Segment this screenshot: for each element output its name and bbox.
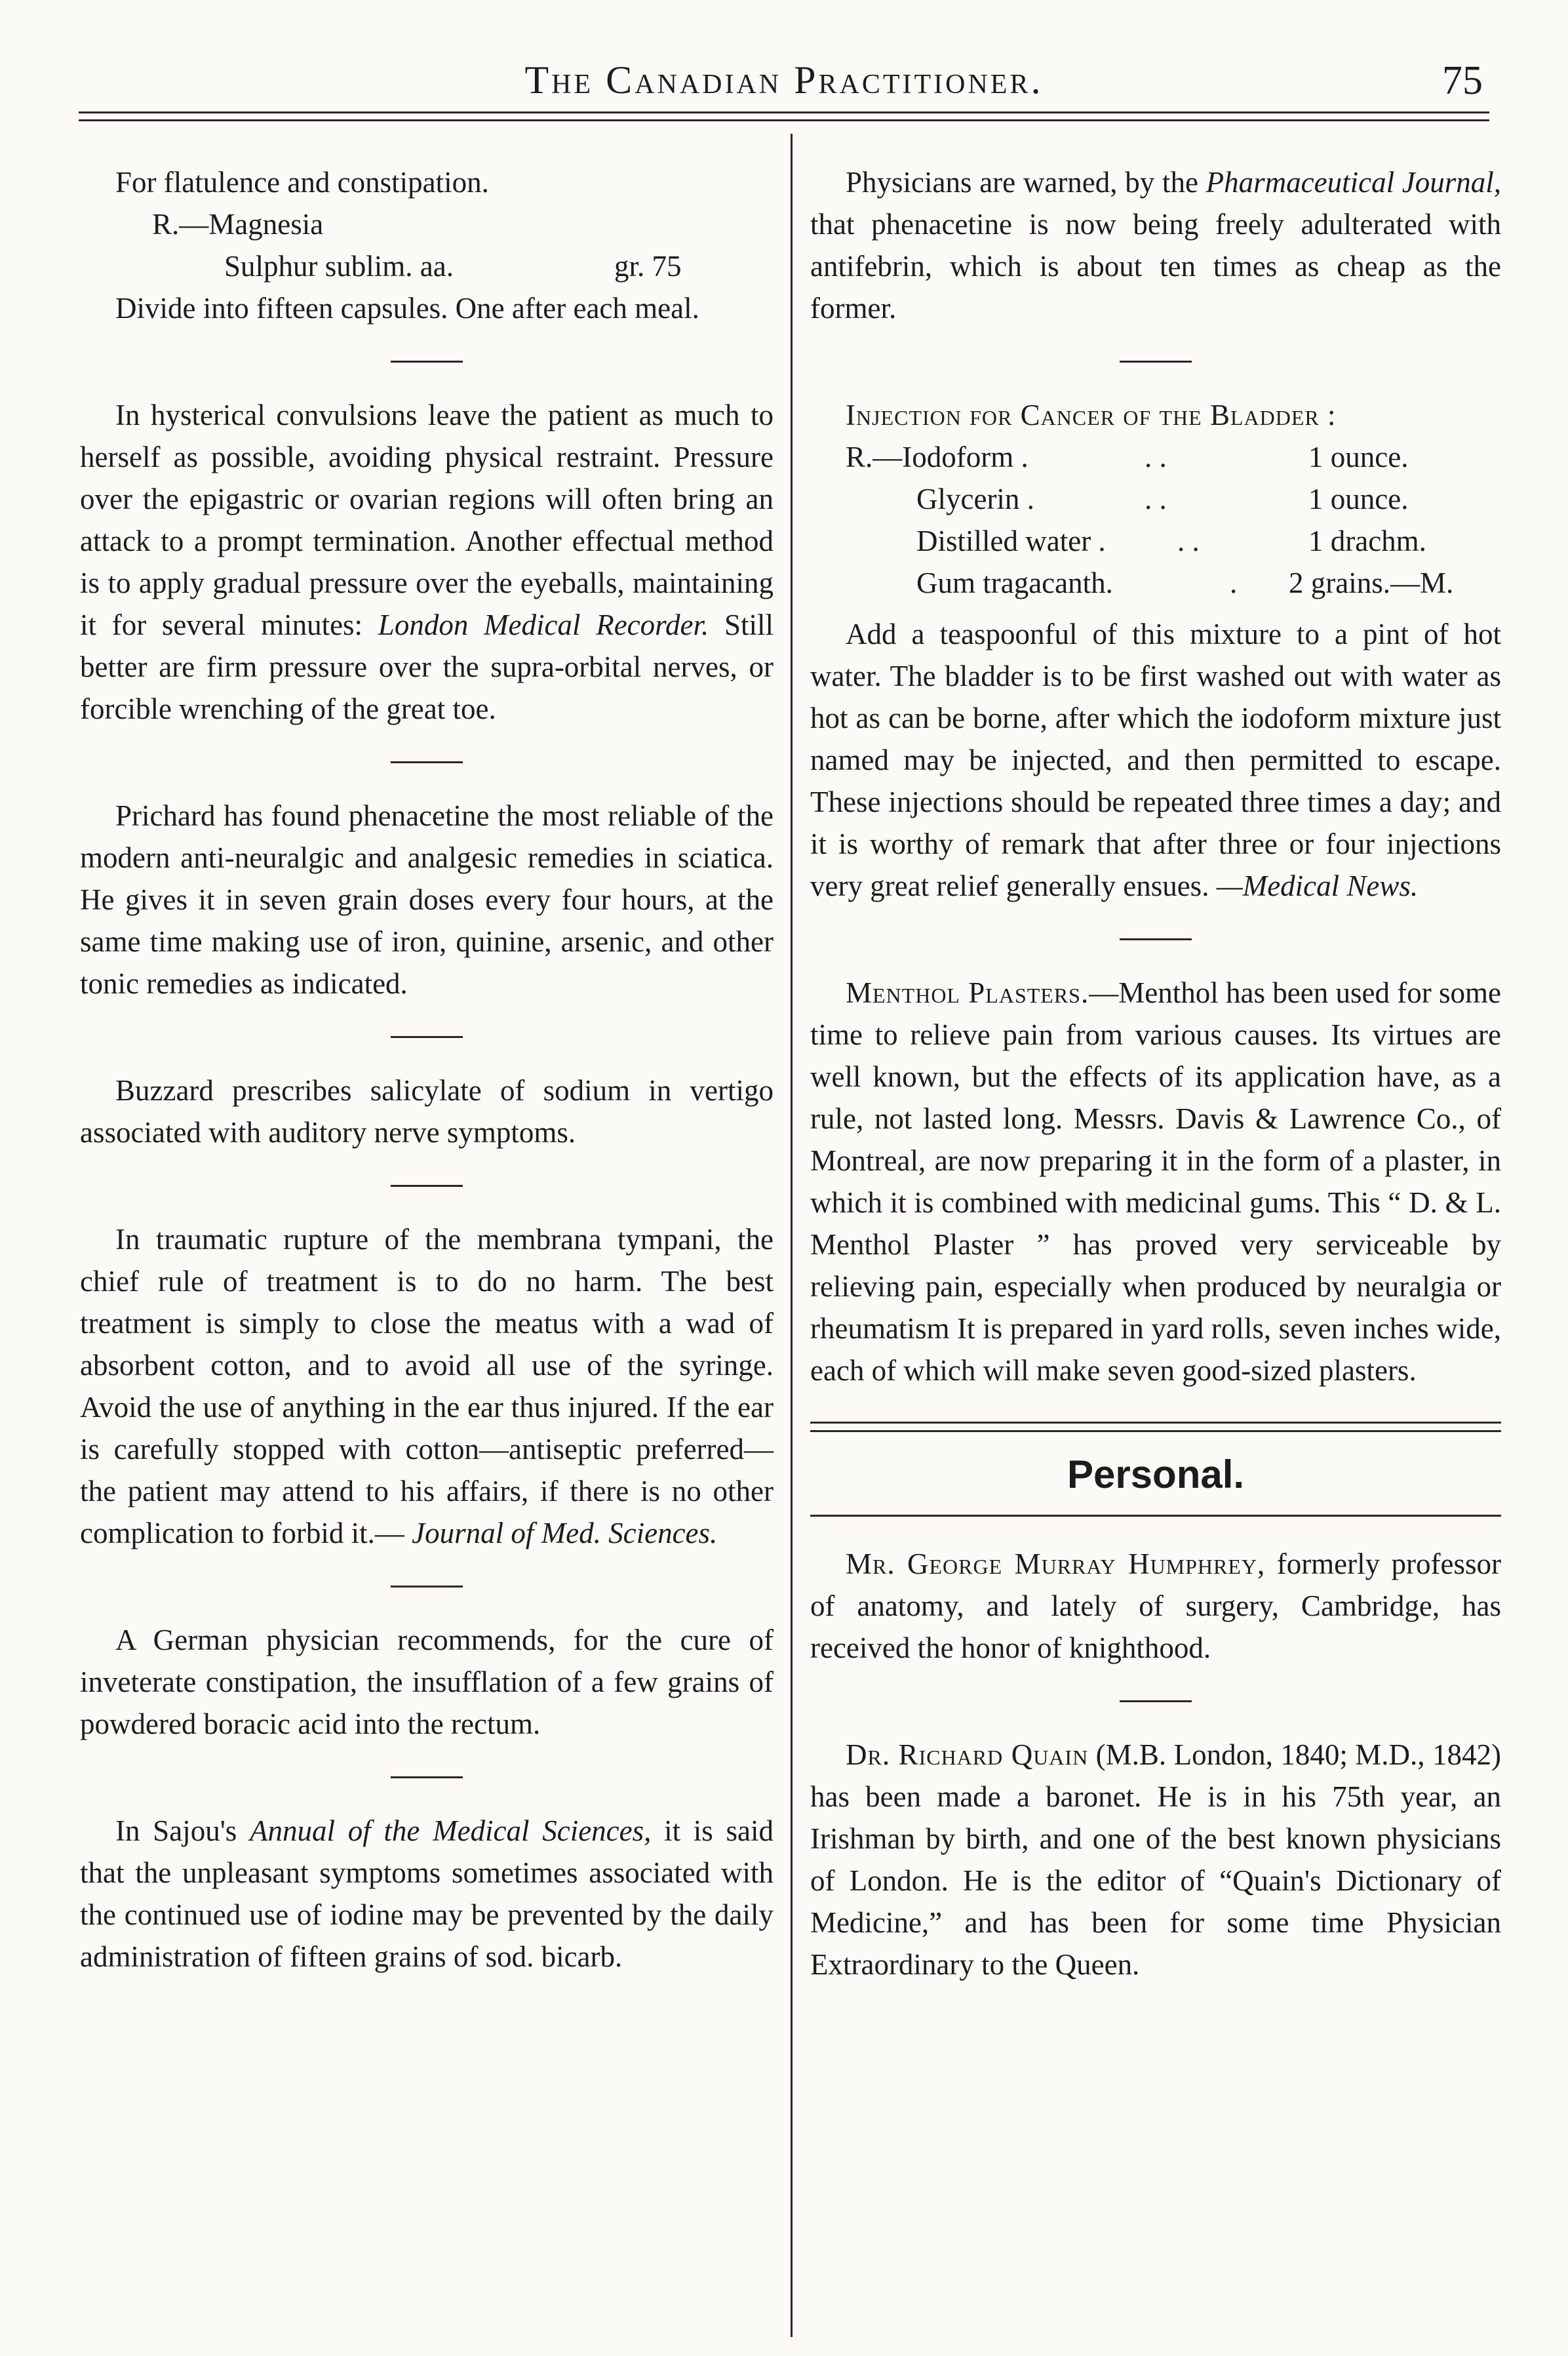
source-citation: Journal of Med. Sciences.	[412, 1517, 718, 1549]
prescription-dose: 1 ounce.	[1308, 483, 1409, 515]
header-rule	[79, 119, 1489, 121]
paragraph-menthol	[810, 972, 1501, 1391]
section-rule	[810, 1422, 1501, 1424]
prescription-item: Gum tragacanth.	[916, 567, 1113, 599]
prescription-item: Distilled water .	[916, 525, 1106, 557]
paragraph-physicians	[810, 161, 1501, 329]
prescription-item: Sulphur sublim. aa.	[224, 250, 454, 283]
left-column	[80, 161, 774, 1978]
paragraph-text: —Menthol has been used for some time to relieve pain from various causes. Its virtues are well known, but the effects of its application have, as a rule, not lasted long. Messrs. Davis & Lawrence Co., of Montreal, are now preparing it in the form of a plaster, in which it is combined with medicinal gums. This “ D. & L. Menthol Plaster ” has proved very serviceable by relieving pain, especially when produced by neuralgia or rheumatism It is prepared in yard rolls, seven inches wide, each of which will make seven good-sized plasters.	[810, 976, 1501, 1387]
section-separator	[391, 1586, 463, 1587]
section-separator	[391, 1185, 463, 1187]
paragraph-text: Add a teaspoonful of this mixture to a pint of hot water. The bladder is to be first washed out with water as hot as can be borne, after which the iodoform mixture just named may be injected, and then permitted to escape. These injections should be repeated three times a day; and it is worthy of remark that after three or four injections very great relief generally ensues.	[810, 618, 1501, 902]
section-heading: Menthol Plasters.	[846, 976, 1089, 1009]
paragraph-injection	[810, 613, 1501, 907]
paragraph-text: In traumatic rupture of the membrana tympani, the chief rule of treatment is to do no harm. The best treatment is simply to close the meatus with a wad of absorbent cotton, and to avoid all use of the syringe. Avoid the use of anything in the ear thus injured. If the ear is carefully stopped with cotton—antiseptic preferred—the patient may attend to his affairs, if there is no other complication to forbid it.—	[80, 1223, 774, 1549]
paragraph-text: (M.B. London, 1840; M.D., 1842) has been made a baronet. He is in his 75th year, an Irishman by birth, and one of the best known physicians of London. He is the editor of “Quain's Dictionary of Medicine,” and has been for some time Physician Extraordinary to the Queen.	[810, 1738, 1502, 1981]
section-heading: Injection for Cancer of the Bladder :	[846, 399, 1337, 431]
spacer	[810, 1391, 1501, 1422]
section-separator	[391, 1036, 463, 1038]
paragraph-buzzard: Buzzard prescribes salicylate of sodium in vertigo associated with auditory nerve symptoms.	[80, 1074, 774, 1149]
person-name: Mr. George Murray Humphrey,	[846, 1547, 1266, 1580]
section-separator	[1120, 938, 1192, 940]
prescription-dots: . .	[1177, 525, 1200, 557]
prescription-line	[80, 245, 774, 287]
paragraph-text: it is said that the unpleasant symptoms sometimes associated with the continued use of iodine may be prevented by the daily administration of fifteen grains of sod. bicarb.	[80, 1814, 774, 1973]
paragraph-text: that phenacetine is now being freely adulterated with antifebrin, which is about ten times as cheap as the former.	[810, 208, 1501, 325]
paragraph-text: In Sajou's	[115, 1814, 237, 1847]
source-citation: Pharmaceutical Journal,	[1205, 166, 1502, 199]
paragraph-sajou	[80, 1810, 774, 1978]
paragraph-humphrey	[810, 1543, 1501, 1669]
spacer	[810, 1517, 1501, 1543]
prescription-dots: . .	[1145, 441, 1167, 473]
prescription-item: Glycerin .	[916, 483, 1034, 515]
section-separator	[391, 361, 463, 363]
prescription-dots: .	[1230, 567, 1238, 599]
paragraph-prichard: Prichard has found phenacetine the most reliable of the modern anti-neuralgic and analgesic remedies in sciatica. He gives it in seven grain doses every four hours, at the same time making use of iron, quinine, arsenic, and other tonic remedies as indicated.	[80, 799, 774, 1000]
prescription-line	[810, 520, 1501, 562]
section-separator	[1120, 361, 1192, 363]
source-citation: London Medical Recorder.	[378, 609, 709, 641]
right-column	[810, 161, 1501, 1986]
paragraph-traumatic	[80, 1218, 774, 1554]
prescription-line	[810, 478, 1501, 520]
prescription-item: R.—Magnesia	[152, 208, 324, 241]
page-number: 75	[1442, 58, 1483, 103]
prescription-flatulence	[80, 161, 774, 329]
paragraph-text: Still better are firm pressure over the supra-orbital nerves, or forcible wrenching of the great toe.	[80, 609, 774, 725]
prescription-line	[810, 436, 1501, 478]
source-citation: —Medical News.	[1216, 869, 1419, 902]
source-citation: Annual of the Medical Sciences,	[250, 1814, 652, 1847]
personal-heading: Personal.	[1067, 1452, 1245, 1496]
paragraph-text: formerly professor of anatomy, and lately of surgery, Cambridge, has received the honor of knighthood.	[810, 1547, 1501, 1664]
section-separator	[1120, 1700, 1192, 1702]
prescription-line	[80, 203, 774, 245]
prescription-dose: 1 drachm.	[1308, 525, 1426, 557]
prescription-line	[810, 562, 1501, 604]
paragraph-quain	[810, 1734, 1501, 1986]
prescription-intro: For flatulence and constipation.	[115, 166, 489, 199]
header-rule	[79, 111, 1489, 113]
section-rule	[810, 1430, 1501, 1432]
prescription-dose: gr. 75	[614, 250, 682, 283]
paragraph-text: Physicians are warned, by the	[846, 166, 1198, 199]
paragraph-german: A German physician recommends, for the cure of inveterate constipation, the insufflation of a few grains of powdered boracic acid into the rectum.	[80, 1624, 774, 1740]
section-separator	[391, 1776, 463, 1778]
prescription-dose: 2 grains.—M.	[1289, 567, 1454, 599]
paragraph-hysterical	[80, 394, 774, 730]
prescription-dose: 1 ounce.	[1308, 441, 1409, 473]
section-separator	[391, 761, 463, 763]
journal-title: The Canadian Practitioner.	[524, 58, 1044, 102]
column-divider	[791, 134, 793, 2337]
running-head	[79, 46, 1489, 118]
person-name: Dr. Richard Quain	[846, 1738, 1089, 1771]
injection-section	[810, 394, 1501, 907]
prescription-item: R.—Iodoform .	[846, 441, 1029, 473]
paragraph-text: In hysterical convulsions leave the patient as much to herself as possible, avoiding physical restraint. Pressure over the epigastric or ovarian regions will often bring an attack to a prompt termination. Another effectual method is to apply gradual pressure over the eyeballs, maintaining it for several minutes:	[80, 399, 774, 641]
prescription-instructions: Divide into fifteen capsules. One after each meal.	[115, 292, 699, 325]
prescription-dots: . .	[1145, 483, 1167, 515]
